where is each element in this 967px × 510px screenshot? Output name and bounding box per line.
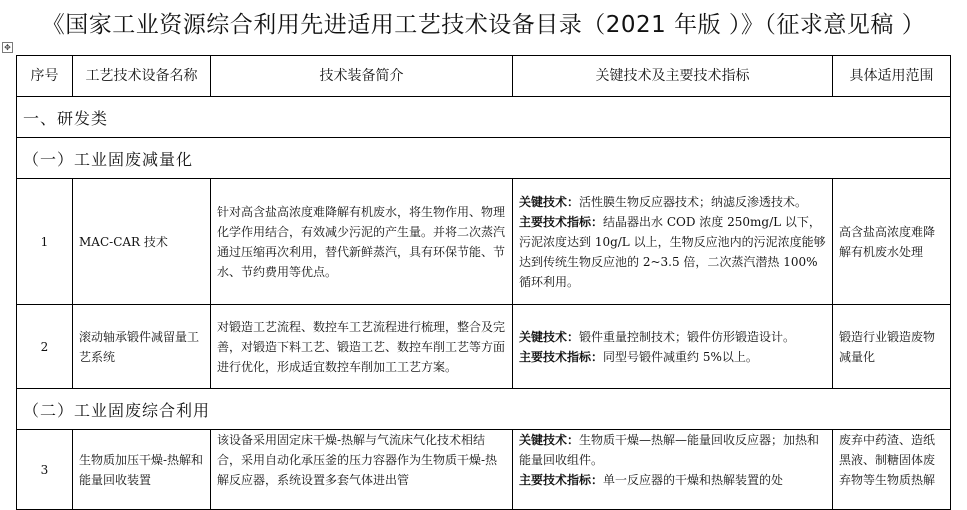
section-row [17,97,951,138]
key-tech-label: 关键技术： [519,329,580,344]
metric-text: 结晶器出水 COD 浓度 250mg/L 以下，污泥浓度达到 10g/L 以上，生物反应池内的污泥浓度能够达到传统生物反应池的 2~3.5 倍，二次蒸汽潜热 100%循环利用。 [519,214,826,289]
row-intro: 该设备采用固定床干燥-热解与气流床气化技术相结合，采用自动化承压釜的压力容器作为生物质干燥-热解反应器，系统设置多套气体进出管 [211,430,513,510]
row-no: 3 [17,430,73,510]
row-key-tech [513,430,833,510]
key-tech-label: 关键技术： [519,194,580,209]
metric-text: 单一反应器的干燥和热解装置的处 [603,473,784,487]
metric-label: 主要技术指标： [519,349,604,364]
metric-label: 主要技术指标： [519,473,604,487]
row-name: 生物质加压干燥-热解和能量回收装置 [73,430,211,510]
move-handle-icon[interactable]: ✥ [2,42,13,53]
document-title: 《国家工业资源综合利用先进适用工艺技术设备目录（2021 年版 ）》（征求意见稿 ） [41,12,926,38]
key-tech-text: 生物质干燥—热解—能量回收反应器；加热和能量回收组件。 [519,433,820,467]
header-no: 序号 [17,56,73,97]
section-waste-reduction: （一）工业固废减量化 [17,138,951,179]
row-scope: 锻造行业锻造废物减量化 [833,305,951,389]
section-row [17,389,951,430]
header-key-tech: 关键技术及主要技术指标 [513,56,833,97]
row-no: 1 [17,179,73,305]
table-row [17,305,951,389]
section-research: 一、研发类 [17,97,951,138]
key-tech-text: 活性膜生物反应器技术；纳滤反渗透技术。 [579,194,808,209]
row-name: MAC-CAR 技术 [73,179,211,305]
row-scope: 高含盐高浓度难降解有机废水处理 [833,179,951,305]
row-scope: 废弃中药渣、造纸黑液、制糖固体废弃物等生物质热解 [833,430,951,510]
table-row [17,430,951,510]
section-row [17,138,951,179]
table-row [17,179,951,305]
header-scope: 具体适用范围 [833,56,951,97]
row-key-tech [513,179,833,305]
row-name: 滚动轴承锻件减留量工艺系统 [73,305,211,389]
key-tech-label: 关键技术： [519,433,580,447]
key-tech-text: 锻件重量控制技术；锻件仿形锻造设计。 [579,329,796,344]
table-header-row [17,56,951,97]
row-intro: 针对高含盐高浓度难降解有机废水，将生物作用、物理化学作用结合，有效减少污泥的产生量。并将二次蒸汽通过压缩再次利用，替代新鲜蒸汽，具有环保节能、节水、节约费用等优点。 [211,179,513,305]
row-key-tech [513,305,833,389]
header-name: 工艺技术设备名称 [73,56,211,97]
header-intro: 技术装备简介 [211,56,513,97]
row-no: 2 [17,305,73,389]
metric-label: 主要技术指标： [519,214,604,229]
catalog-table [16,55,951,510]
section-waste-utilization: （二）工业固废综合利用 [17,389,951,430]
metric-text: 同型号锻件减重约 5%以上。 [603,349,758,364]
row-intro: 对锻造工艺流程、数控车工艺流程进行梳理，整合及完善，对锻造下料工艺、锻造工艺、数控车削工艺等方面进行优化，形成适宜数控车削加工工艺方案。 [211,305,513,389]
